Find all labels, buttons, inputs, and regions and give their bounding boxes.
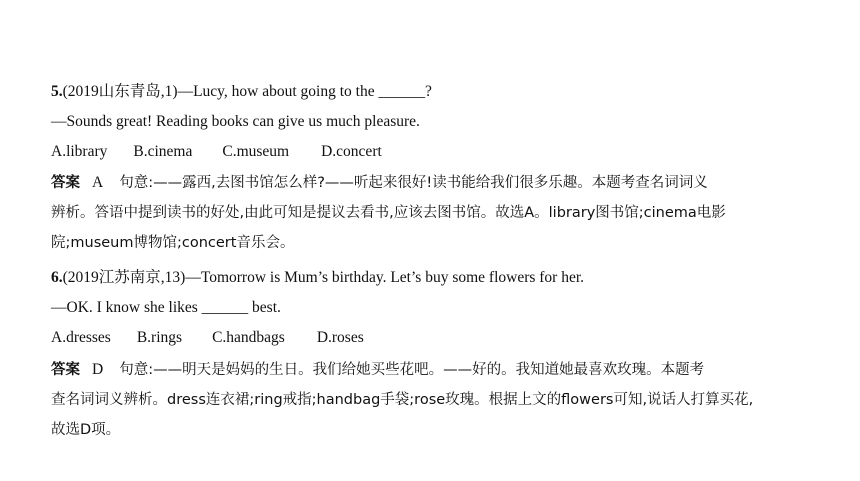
answer-letter: D xyxy=(92,361,104,378)
question-6-reply: —OK. I know she likes ______ best. xyxy=(51,299,281,316)
option-b: B.cinema xyxy=(133,143,193,160)
question-5-prompt xyxy=(51,82,432,102)
option-b: B.rings xyxy=(136,329,183,346)
answer-letter: A xyxy=(92,174,104,191)
question-5-answer-line-1 xyxy=(51,173,708,193)
answer-label: 答案 xyxy=(51,175,80,191)
answer-label: 答案 xyxy=(51,362,80,378)
option-d: D.roses xyxy=(316,329,364,346)
question-5-reply: —Sounds great! Reading books can give us much pleasure. xyxy=(51,113,420,130)
option-c: C.handbags xyxy=(212,329,285,346)
question-6-options xyxy=(51,328,364,348)
question-6-answer-line-1 xyxy=(51,360,704,380)
option-d: D.concert xyxy=(321,143,382,160)
question-5-answer-line-2: 辨析。答语中提到读书的好处,由此可知是提议去看书,应该去图书馆。故选A。library图书馆;cinema电影 xyxy=(51,205,726,221)
question-number: 6. xyxy=(51,269,63,286)
option-a: A.library xyxy=(51,143,108,160)
question-6-prompt xyxy=(51,268,584,288)
question-text: (2019江苏南京,13)—Tomorrow is Mum’s birthday. Let’s buy some flowers for her. xyxy=(62,269,585,286)
question-6-answer-line-3: 故选D项。 xyxy=(51,422,121,438)
question-6-answer-line-2: 查名词词义辨析。dress连衣裙;ring戒指;handbag手袋;rose玫瑰。根据上文的flowers可知,说话人打算买花, xyxy=(51,392,754,408)
option-c: C.museum xyxy=(222,143,290,160)
option-a: A.dresses xyxy=(51,329,111,346)
question-text: (2019山东青岛,1)—Lucy, how about going to the ______? xyxy=(62,83,432,100)
explanation-text: 句意:——明天是妈妈的生日。我们给她买些花吧。——好的。我知道她最喜欢玫瑰。本题考 xyxy=(119,362,705,378)
question-5-answer-line-3: 院;museum博物馆;concert音乐会。 xyxy=(51,235,295,251)
explanation-text: 句意:——露西,去图书馆怎么样?——听起来很好!读书能给我们很多乐趣。本题考查名词词义 xyxy=(119,175,708,191)
question-number: 5. xyxy=(51,83,63,100)
question-5-options xyxy=(51,142,382,162)
